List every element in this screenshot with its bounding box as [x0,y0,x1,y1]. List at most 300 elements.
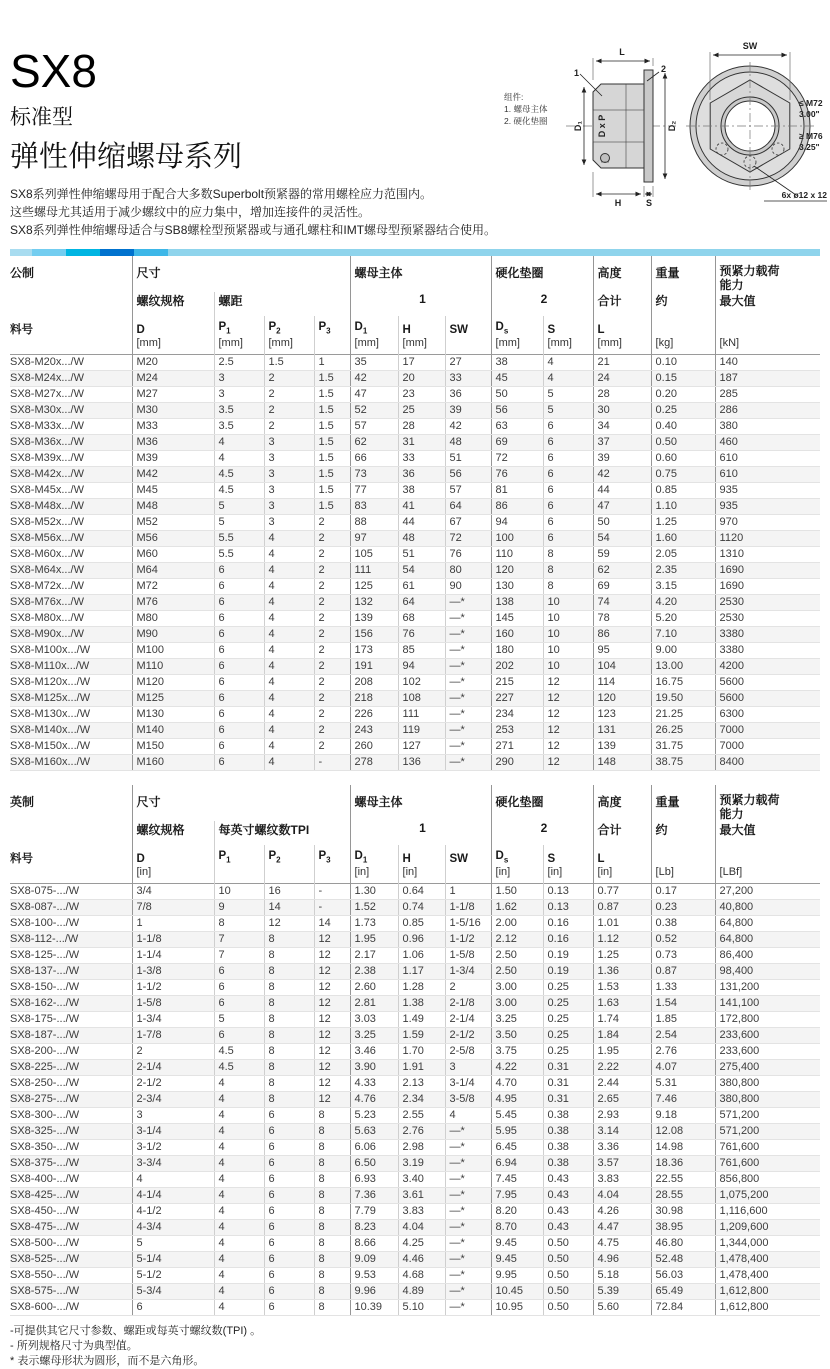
value-cell: —* [445,1124,491,1140]
value-cell: 0.19 [543,964,593,980]
value-cell: 0.52 [651,932,715,948]
value-cell: 0.85 [398,916,445,932]
value-cell: 4 [214,1188,264,1204]
value-cell: 24 [593,371,651,387]
value-cell: 14 [314,916,350,932]
value-cell: 8 [314,1252,350,1268]
value-cell: 0.38 [543,1156,593,1172]
value-cell: M72 [132,579,214,595]
value-cell: 12 [314,996,350,1012]
value-cell: 10 [543,595,593,611]
value-cell: 3 [264,515,314,531]
value-cell: 3380 [715,627,820,643]
value-cell: —* [445,643,491,659]
table-row [10,691,820,707]
value-cell: 4 [445,1108,491,1124]
value-cell: 12 [543,723,593,739]
pitch-label: 螺距 [214,292,350,316]
nut-body-number: 1 [350,821,491,845]
front-view [686,41,827,201]
value-cell: 8 [543,563,593,579]
value-cell: 3.75 [491,1044,543,1060]
value-cell: 2 [264,371,314,387]
region-label: 公制 [10,266,35,280]
value-cell: 48 [445,435,491,451]
value-cell: 139 [593,739,651,755]
value-cell: 28 [593,387,651,403]
value-cell: —* [445,1268,491,1284]
dim-label-DxP: D x P [597,114,607,138]
value-cell: 6 [264,1188,314,1204]
value-cell: 4 [264,675,314,691]
value-cell: 2-1/2 [445,1028,491,1044]
part-number: SX8-112-.../W [10,932,132,948]
part-number: SX8-400-.../W [10,1172,132,1188]
value-cell: 6 [543,451,593,467]
table-row [10,980,820,996]
value-cell: 3.83 [398,1204,445,1220]
part-number: SX8-525-.../W [10,1252,132,1268]
value-cell: 6.94 [491,1156,543,1172]
value-cell: 5 [132,1236,214,1252]
value-cell: 0.25 [543,1012,593,1028]
value-cell: 3 [264,483,314,499]
table-row [10,1092,820,1108]
title-block [0,0,498,239]
value-cell: 38 [398,483,445,499]
value-cell: 202 [491,659,543,675]
part-number: SX8-550-.../W [10,1268,132,1284]
value-cell: 2.54 [651,1028,715,1044]
value-cell: 12 [314,1044,350,1060]
value-cell: 0.38 [543,1140,593,1156]
value-cell: 0.25 [651,403,715,419]
part-number: SX8-M90x.../W [10,627,132,643]
value-cell: 2.81 [350,996,398,1012]
value-cell: 2 [314,595,350,611]
value-cell: 13.00 [651,659,715,675]
value-cell: 62 [350,435,398,451]
part-number: SX8-M160x.../W [10,755,132,771]
value-cell: 3.14 [593,1124,651,1140]
product-subtitle-series: 弹性伸缩螺母系列 [10,141,243,173]
value-cell: 4.76 [350,1092,398,1108]
value-cell: 1.36 [593,964,651,980]
value-cell: —* [445,755,491,771]
value-cell: 12 [314,1028,350,1044]
value-cell: 3-5/8 [445,1092,491,1108]
value-cell: 0.25 [543,980,593,996]
value-cell: 6 [264,1252,314,1268]
value-cell: 2-1/4 [132,1060,214,1076]
thread-spec-label: 螺纹规格 [132,292,214,316]
value-cell: —* [445,1156,491,1172]
value-cell: 4.04 [398,1220,445,1236]
value-cell: 0.77 [593,884,651,900]
value-cell: 51 [445,451,491,467]
value-cell: 28 [398,419,445,435]
value-cell: 0.87 [651,964,715,980]
accent-bar-segment [66,249,100,256]
value-cell: 6 [214,563,264,579]
table-row [10,707,820,723]
value-cell: 12 [543,739,593,755]
value-cell: 380 [715,419,820,435]
value-cell: 6 [543,467,593,483]
accent-bar-segment [168,249,820,256]
value-cell: 86,400 [715,948,820,964]
value-cell: 78 [593,611,651,627]
value-cell: 6 [132,1300,214,1316]
value-cell: 12 [264,916,314,932]
value-cell: 66 [350,451,398,467]
value-cell: 54 [398,563,445,579]
part-number: SX8-M72x.../W [10,579,132,595]
value-cell: 8 [314,1156,350,1172]
value-cell: 6 [214,675,264,691]
group-weight: 重量 [651,785,715,821]
value-cell: 9.45 [491,1252,543,1268]
value-cell: 0.40 [651,419,715,435]
dim-label-S: S [645,198,653,208]
column-header: 料号 [10,853,33,865]
value-cell: 8.70 [491,1220,543,1236]
value-cell: 5.18 [593,1268,651,1284]
value-cell: 6 [264,1300,314,1316]
part-number: SX8-M27x.../W [10,387,132,403]
value-cell: 1.52 [350,900,398,916]
part-number: SX8-M30x.../W [10,403,132,419]
metric-table [10,256,820,771]
part-number: SX8-275-.../W [10,1092,132,1108]
callout-2: 2 [661,64,667,74]
value-cell: 94 [398,659,445,675]
value-cell: 8 [264,1060,314,1076]
value-cell: 39 [593,451,651,467]
value-cell: 0.13 [543,900,593,916]
value-cell: 1.5 [314,387,350,403]
value-cell: 8 [264,964,314,980]
part-number: SX8-M125x.../W [10,691,132,707]
column-header: $P_1$ [214,845,264,884]
part-number: SX8-300-.../W [10,1108,132,1124]
group-hardened-washer: 硬化垫圈 [491,256,593,292]
value-cell: M64 [132,563,214,579]
value-cell: 1.28 [398,980,445,996]
table-row [10,1188,820,1204]
value-cell: 5 [543,403,593,419]
value-cell: 4-1/4 [132,1188,214,1204]
value-cell: 3.90 [350,1060,398,1076]
value-cell: 12 [314,1012,350,1028]
table-row [10,547,820,563]
value-cell: 0.50 [651,435,715,451]
value-cell: 12 [314,1060,350,1076]
value-cell: 6 [543,515,593,531]
value-cell: 4.04 [593,1188,651,1204]
dim-label-D1: D₁ [573,120,583,132]
value-cell: M150 [132,739,214,755]
value-cell: 1-3/4 [445,964,491,980]
value-cell: 6 [214,691,264,707]
part-number: SX8-450-.../W [10,1204,132,1220]
table-row [10,579,820,595]
value-cell: 0.20 [651,387,715,403]
table-row [10,1300,820,1316]
value-cell: 4 [214,1076,264,1092]
value-cell: 4.07 [651,1060,715,1076]
value-cell: 4 [214,1172,264,1188]
table-row [10,1172,820,1188]
value-cell: 148 [593,755,651,771]
value-cell: 1.38 [398,996,445,1012]
value-cell: —* [445,1140,491,1156]
value-cell: 10 [214,884,264,900]
value-cell: 4.96 [593,1252,651,1268]
value-cell: 970 [715,515,820,531]
value-cell: 8 [543,547,593,563]
value-cell: 1-1/8 [445,900,491,916]
value-cell: 4 [264,723,314,739]
value-cell: M160 [132,755,214,771]
value-cell: 4.46 [398,1252,445,1268]
value-cell: 3/4 [132,884,214,900]
table-row [10,659,820,675]
column-header: L [mm] [593,316,651,355]
value-cell: 14.98 [651,1140,715,1156]
value-cell: 0.38 [651,916,715,932]
description-line: SX8系列弹性伸缩螺母用于配合大多数Superbolt预紧器的常用螺栓应力范围内。 [10,187,433,201]
value-cell: 1-3/8 [132,964,214,980]
value-cell: - [314,900,350,916]
value-cell: M42 [132,467,214,483]
value-cell: 6 [214,1028,264,1044]
value-cell: 0.31 [543,1060,593,1076]
column-header: SW [445,845,491,884]
part-number: SX8-M150x.../W [10,739,132,755]
value-cell: 2 [264,419,314,435]
part-number: SX8-375-.../W [10,1156,132,1172]
value-cell: 0.73 [651,948,715,964]
value-cell: 86 [593,627,651,643]
column-header-row [10,316,820,355]
load-max-label: 最大值 [715,821,820,845]
part-number: SX8-137-.../W [10,964,132,980]
value-cell: 8 [264,1044,314,1060]
value-cell: 4 [214,1300,264,1316]
value-cell: 4.89 [398,1284,445,1300]
group-header-row [10,256,820,292]
value-cell: 8 [264,932,314,948]
value-cell: 4.33 [350,1076,398,1092]
value-cell: 1.59 [398,1028,445,1044]
value-cell: 5.5 [214,531,264,547]
value-cell: 9.09 [350,1252,398,1268]
value-cell: 5.31 [651,1076,715,1092]
value-cell: 2 [314,691,350,707]
table-row [10,964,820,980]
value-cell: 2 [314,659,350,675]
value-cell: 275,400 [715,1060,820,1076]
value-cell: 4 [214,1108,264,1124]
table-row [10,1156,820,1172]
value-cell: 8 [314,1140,350,1156]
value-cell: 4.95 [491,1092,543,1108]
value-cell: 0.43 [543,1172,593,1188]
value-cell: 3-1/4 [445,1076,491,1092]
imperial-table [10,785,820,1316]
group-nut-body: 螺母主体 [350,256,491,292]
nut-body-number: 1 [350,292,491,316]
value-cell: —* [445,691,491,707]
value-cell: 35 [350,355,398,371]
group-dimensions: 尺寸 [132,256,350,292]
description-line: SX8系列弹性伸缩螺母适合与SB8螺栓型预紧器或与通孔螺柱和IMT螺母型预紧器结合使用。 [10,223,497,237]
table-row [10,755,820,771]
value-cell: 6 [214,739,264,755]
nut-drawing-svg [498,34,828,219]
value-cell: 6 [543,483,593,499]
value-cell: 9.95 [491,1268,543,1284]
value-cell: 8 [214,916,264,932]
value-cell: 1.49 [398,1012,445,1028]
value-cell: 1.33 [651,980,715,996]
value-cell: 4 [264,595,314,611]
dim-label-SW: SW [742,41,758,51]
value-cell: 4.5 [214,1044,264,1060]
group-nut-body: 螺母主体 [350,785,491,821]
value-cell: —* [445,1284,491,1300]
dim-label-L: L [619,47,625,57]
table-row [10,403,820,419]
value-cell: 4 [214,1284,264,1300]
value-cell: 3.5 [214,403,264,419]
value-cell: 3 [132,1108,214,1124]
value-cell: —* [445,723,491,739]
value-cell: 1.25 [593,948,651,964]
value-cell: 72 [445,531,491,547]
table-row [10,1220,820,1236]
value-cell: 1,478,400 [715,1268,820,1284]
part-number: SX8-M24x.../W [10,371,132,387]
value-cell: 4-1/2 [132,1204,214,1220]
value-cell: 191 [350,659,398,675]
value-cell: 4 [214,1268,264,1284]
value-cell: 4 [214,1140,264,1156]
part-number: SX8-250-.../W [10,1076,132,1092]
value-cell: 12 [543,691,593,707]
side-view [566,47,677,208]
table-row [10,499,820,515]
value-cell: 6 [264,1284,314,1300]
value-cell: 10.95 [491,1300,543,1316]
value-cell: 1,075,200 [715,1188,820,1204]
value-cell: 38.75 [651,755,715,771]
part-number: SX8-425-.../W [10,1188,132,1204]
value-cell: 31.75 [651,739,715,755]
value-cell: 74 [593,595,651,611]
table-row [10,1028,820,1044]
value-cell: M130 [132,707,214,723]
hole-callout-label: 6x ø12 x 12 [781,190,827,200]
subgroup-header-row [10,821,820,845]
value-cell: M100 [132,643,214,659]
value-cell: 7.95 [491,1188,543,1204]
value-cell: 10 [543,611,593,627]
value-cell: 47 [350,387,398,403]
value-cell: 1,478,400 [715,1252,820,1268]
value-cell: 6 [543,419,593,435]
value-cell: 10 [543,643,593,659]
group-preload-capacity: 预紧力载荷能力 [715,785,820,821]
part-number: SX8-M56x.../W [10,531,132,547]
value-cell: 2.44 [593,1076,651,1092]
value-cell: 4 [264,755,314,771]
empty-cell [10,821,132,845]
value-cell: 6 [264,1204,314,1220]
value-cell: 139 [350,611,398,627]
value-cell: 2.50 [491,948,543,964]
value-cell: 7.45 [491,1172,543,1188]
value-cell: 233,600 [715,1044,820,1060]
value-cell: 1.91 [398,1060,445,1076]
value-cell: 6 [214,707,264,723]
value-cell: 102 [398,675,445,691]
value-cell: —* [445,1300,491,1316]
annotation-m72-in: 3.00" [799,109,820,119]
value-cell: 5 [543,387,593,403]
value-cell: 1.84 [593,1028,651,1044]
table-row [10,387,820,403]
value-cell: M110 [132,659,214,675]
value-cell: 12 [314,948,350,964]
table-row [10,435,820,451]
value-cell: 77 [350,483,398,499]
value-cell: 4 [264,579,314,595]
value-cell: 0.16 [543,916,593,932]
accent-bar-segment [100,249,134,256]
part-number: SX8-M45x.../W [10,483,132,499]
column-header: $P_3$ [314,316,350,355]
value-cell: 3.00 [491,996,543,1012]
value-cell: 6 [214,595,264,611]
value-cell: 54 [593,531,651,547]
accent-bar-segment [10,249,32,256]
group-header-row [10,785,820,821]
value-cell: 2 [314,739,350,755]
column-header: $P_2$ [mm] [264,316,314,355]
value-cell: 0.31 [543,1076,593,1092]
thread-spec-label: 螺纹规格 [132,821,214,845]
washer-number: 2 [491,292,593,316]
table-row [10,1108,820,1124]
value-cell: 56.03 [651,1268,715,1284]
table-row [10,371,820,387]
value-cell: 6 [214,996,264,1012]
table-row [10,1060,820,1076]
value-cell: 2.50 [491,964,543,980]
value-cell: 2-3/4 [132,1092,214,1108]
part-number: SX8-M110x.../W [10,659,132,675]
value-cell: 4 [264,691,314,707]
value-cell: 38 [491,355,543,371]
table-row [10,1236,820,1252]
table-row [10,515,820,531]
value-cell: 0.15 [651,371,715,387]
value-cell: 3.25 [491,1012,543,1028]
part-number: SX8-M64x.../W [10,563,132,579]
value-cell: 23 [398,387,445,403]
